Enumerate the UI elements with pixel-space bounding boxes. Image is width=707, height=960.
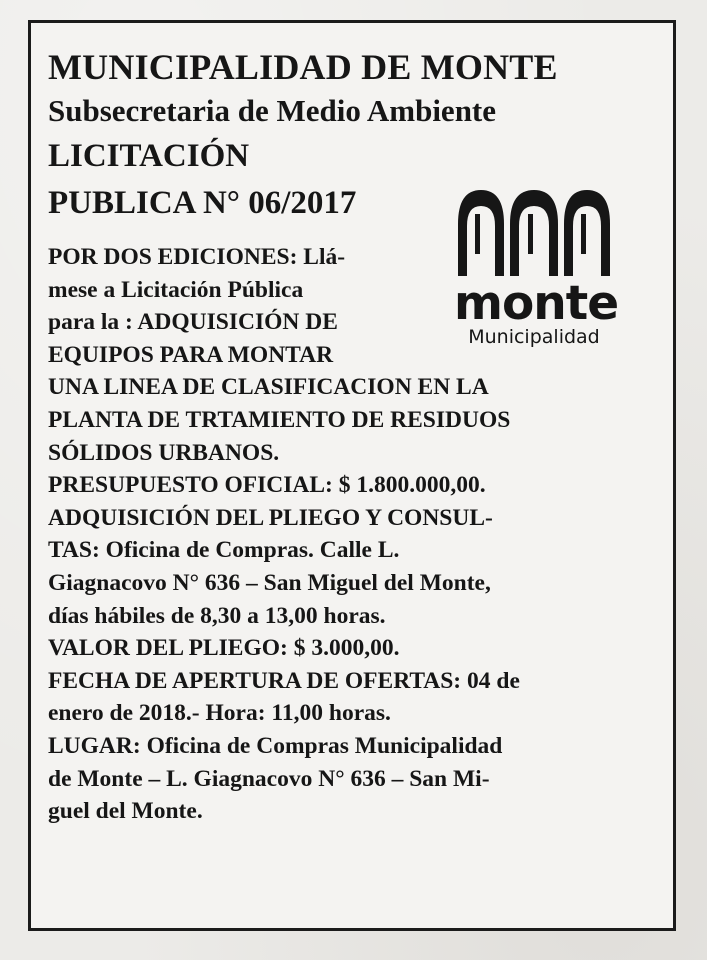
body-line: UNA LINEA DE CLASIFICACION EN LA [48, 374, 489, 401]
notice-title: MUNICIPALIDAD DE MONTE [48, 47, 558, 87]
body-line: FECHA DE APERTURA DE OFERTAS: 04 de [48, 667, 520, 694]
body-line: enero de 2018.- Hora: 11,00 horas. [48, 700, 391, 727]
licitacion-heading: LICITACIÓN [48, 138, 250, 174]
arches-icon [454, 184, 614, 280]
body-line: PRESUPUESTO OFICIAL: $ 1.800.000,00. [48, 472, 486, 499]
logo-wordmark: monte [454, 276, 619, 331]
body-line: mese a Licitación Pública [48, 276, 304, 303]
monte-logo [454, 184, 620, 350]
arch-middle-inner [528, 214, 533, 254]
body-line: días hábiles de 8,30 a 13,00 horas. [48, 602, 386, 629]
body-line: TAS: Oficina de Compras. Calle L. [48, 537, 400, 564]
body-line: de Monte – L. Giagnacovo N° 636 – San Mi- [48, 765, 490, 792]
arch-left [458, 190, 504, 276]
body-line: ADQUISICIÓN DEL PLIEGO Y CONSUL- [48, 504, 493, 531]
public-notice [48, 46, 648, 828]
body-line: EQUIPOS PARA MONTAR [48, 341, 334, 368]
body-line: Giagnacovo N° 636 – San Miguel del Monte, [48, 569, 491, 596]
body-line: para la : ADQUISICIÓN DE [48, 309, 338, 336]
body-line: PLANTA DE TRTAMIENTO DE RESIDUOS [48, 406, 511, 433]
arch-left-inner [475, 214, 480, 254]
body-line: guel del Monte. [48, 798, 203, 825]
arch-right [564, 190, 610, 276]
body-line: POR DOS EDICIONES: Llá- [48, 244, 346, 270]
arch-right-inner [581, 214, 586, 254]
logo-subtitle: Municipalidad [468, 326, 600, 348]
licitacion-number: PUBLICA N° 06/2017 [48, 185, 357, 221]
body-line: VALOR DEL PLIEGO: $ 3.000,00. [48, 635, 400, 662]
notice-subtitle: Subsecretaria de Medio Ambiente [48, 93, 497, 128]
body-line: LUGAR: Oficina de Compras Municipalidad [48, 732, 503, 759]
body-line: SÓLIDOS URBANOS. [48, 439, 280, 466]
arch-middle [510, 190, 558, 276]
